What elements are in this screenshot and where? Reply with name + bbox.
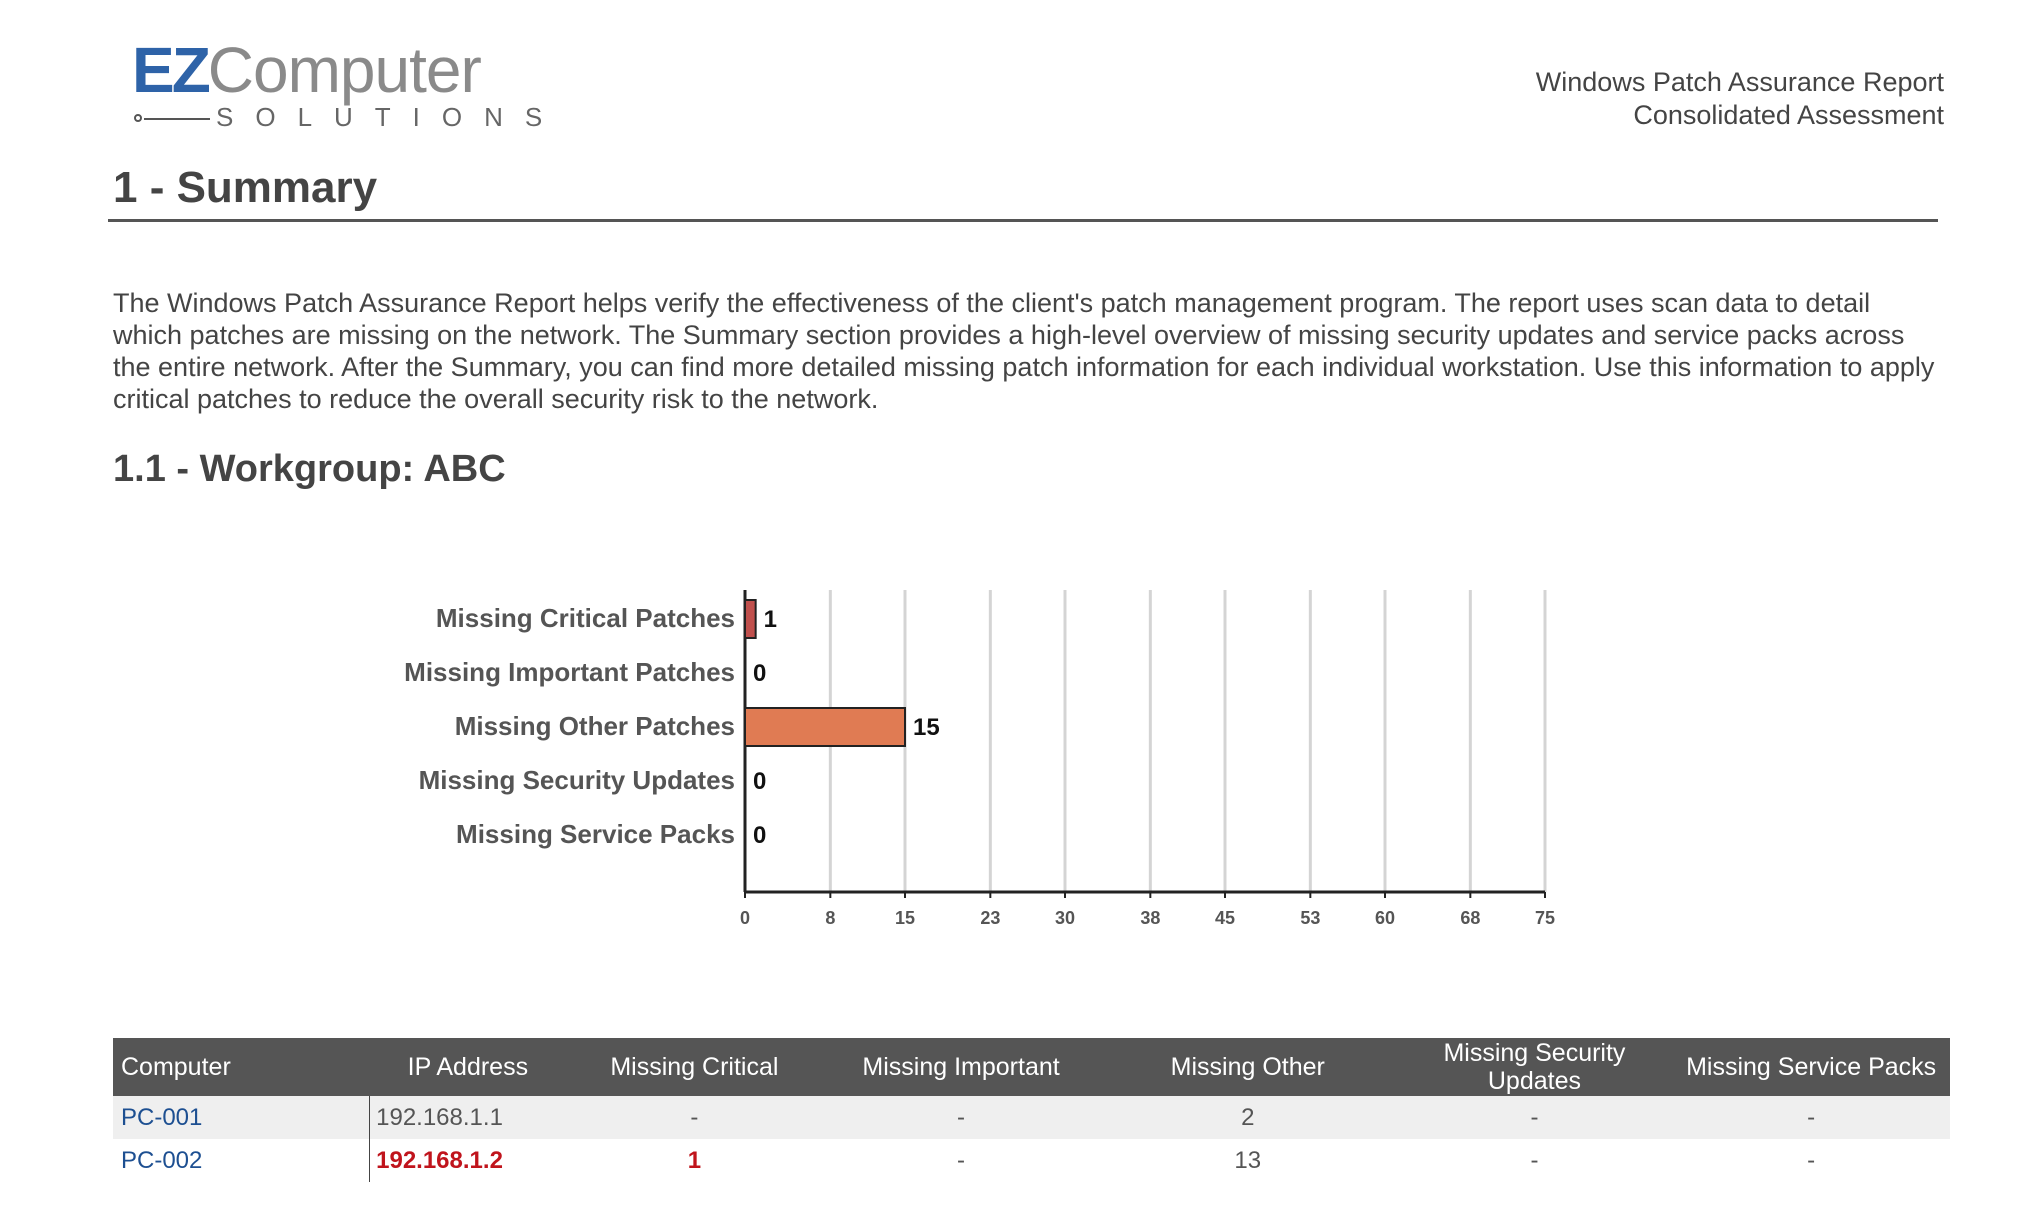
important-cell: - [823,1096,1100,1139]
bar [745,600,756,638]
bar [745,708,905,746]
col-header-ip: IP Address [370,1038,566,1096]
category-label: Missing Important Patches [404,657,735,687]
x-tick-label: 45 [1214,908,1236,928]
data-label: 15 [913,714,940,741]
logo-tagline: SOLUTIONS [216,102,565,132]
other-cell: 2 [1099,1096,1396,1139]
critical-cell: - [566,1096,823,1139]
missing-patches-bar-chart [360,570,1580,940]
other-cell: 13 [1234,1146,1262,1174]
x-tick-label: 15 [894,908,916,928]
logo-primary-text: EZ [132,34,208,106]
computer-link[interactable]: PC-002 [121,1146,203,1174]
col-header-missing-other: Missing Other [1099,1038,1396,1096]
table-row [113,1139,1950,1182]
ip-cell: 192.168.1.2 [370,1139,566,1182]
col-header-missing-security: Missing Security Updates [1396,1038,1673,1096]
data-label: 1 [763,606,778,633]
ip-cell: 192.168.1.1 [370,1096,566,1139]
section-divider [108,219,1938,222]
section-title: 1 - Summary [113,163,378,212]
col-header-missing-service-packs: Missing Service Packs [1673,1038,1950,1096]
category-label: Missing Other Patches [454,711,735,741]
col-header-missing-critical: Missing Critical [566,1038,823,1096]
logo-line-icon [144,118,210,120]
computer-patch-table [113,1038,1950,1182]
x-tick-label: 8 [825,908,836,928]
category-label: Missing Security Updates [418,765,735,795]
x-tick-label: 60 [1374,908,1396,928]
service-packs-cell: - [1673,1096,1950,1139]
x-tick-label: 38 [1140,908,1161,928]
data-label: 0 [753,660,767,687]
col-header-computer: Computer [113,1038,370,1096]
category-label: Missing Service Packs [456,819,735,849]
company-logo [132,34,565,132]
data-label: 0 [753,822,767,849]
intro-paragraph: The Windows Patch Assurance Report helps verify the effectiveness of the client's patch management program. The report uses scan data to detail which patches are missing on the network. The Summary section provides a high-level overview of missing security updates and service packs across the entire network. After the Summary, you can find more detailed missing patch information for each individual workstation. Use this information to apply critical patches to reduce the overall security risk to the network. [113,288,1935,414]
service-packs-cell: - [1807,1146,1816,1174]
x-tick-label: 0 [739,908,751,928]
computer-link[interactable]: PC-001 [113,1096,370,1139]
report-header [1536,66,1944,132]
data-label: 0 [753,768,767,795]
security-cell: - [1530,1146,1539,1174]
subsection-title: 1.1 - Workgroup: ABC [113,448,506,490]
logo-secondary-text: Computer [207,34,481,106]
category-label: Missing Critical Patches [435,603,735,633]
col-header-missing-important: Missing Important [823,1038,1100,1096]
x-tick-label: 68 [1460,908,1481,928]
table-header-row [113,1038,1950,1096]
x-tick-label: 53 [1300,908,1321,928]
security-cell: - [1396,1096,1673,1139]
report-title: Windows Patch Assurance Report [1535,67,1944,97]
table-row [113,1096,1950,1139]
x-tick-label: 75 [1534,908,1556,928]
important-cell: - [957,1146,966,1174]
x-tick-label: 30 [1054,908,1076,928]
x-tick-label: 23 [980,908,1001,928]
report-subtitle: Consolidated Assessment [1633,100,1944,130]
critical-cell: 1 [687,1146,702,1174]
logo-dot-icon [134,114,142,122]
